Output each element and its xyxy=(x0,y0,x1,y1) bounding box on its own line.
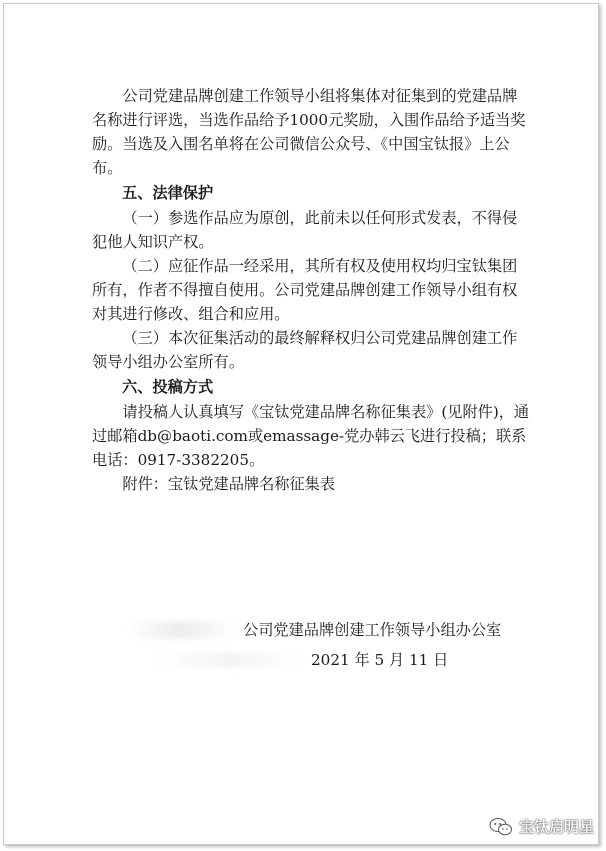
wechat-watermark xyxy=(489,816,594,837)
signature-org: 公司党建品牌创建工作领导小组办公室 xyxy=(243,621,502,639)
paragraph-legal-1: （一）参选作品应为原创，此前未以任何形式发表，不得侵犯他人知识产权。 xyxy=(92,209,518,251)
watermark-label: 宝钛启明星 xyxy=(518,818,594,836)
paragraph-legal-2: （二）应征作品一经采用，其所有权及使用权均归宝钛集团所有，作者不得擅自使用。公司党建品牌创建工作领导小组有权对其进行修改、组合和应用。 xyxy=(92,257,518,323)
wechat-icon xyxy=(489,817,513,837)
paragraph-attachment: 附件：宝钛党建品牌名称征集表 xyxy=(122,475,336,493)
document-page xyxy=(3,3,599,845)
section-heading-submission: 六、投稿方式 xyxy=(122,378,214,396)
signature-date: 2021 年 5 月 11 日 xyxy=(311,651,449,669)
section-heading-legal: 五、法律保护 xyxy=(122,184,214,202)
document-body xyxy=(92,84,532,496)
paragraph-submission: 请投稿人认真填写《宝钛党建品牌名称征集表》(见附件)，通过邮箱db@baoti.com或emassage-党办韩云飞进行投稿；联系电话：0917-3382205。 xyxy=(92,403,530,469)
paragraph-award: 公司党建品牌创建工作领导小组将集体对征集到的党建品牌名称进行评选，当选作品给予1000元奖励，入围作品给予适当奖励。当选及入围名单将在公司微信公众号、《中国宝钛报》上公布。 xyxy=(92,87,526,177)
paragraph-legal-3: （三）本次征集活动的最终解释权归公司党建品牌创建工作领导小组办公室所有。 xyxy=(92,329,518,371)
